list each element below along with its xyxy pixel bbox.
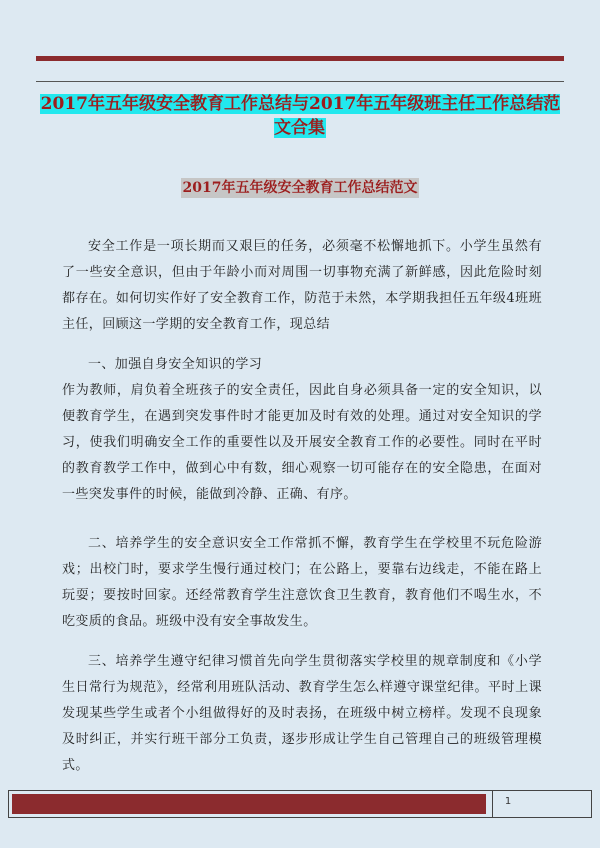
paragraph-1: 作为教师，肩负着全班孩子的安全责任，因此自身必须具备一定的安全知识，以便教育学生，在遇到突发事件时才能更加及时有效的处理。通过对安全知识的学习，使我们明确安全工作的重要性以及开展安全教育工作的必要性。同时在平时的教育教学工作中，做到心中有数，细心观察一切可能存在的安全隐患，在面对一些突发事件的时候，能做到冷静、正确、有序。: [62, 383, 542, 502]
section-heading-1: 一、加强自身安全知识的学习: [88, 357, 263, 372]
footer-bar: [12, 794, 486, 814]
page-number: 1: [504, 796, 512, 807]
paragraph-3: 三、培养学生遵守纪律习惯首先向学生贯彻落实学校里的规章制度和《小学生日常行为规范》，经常利用班队活动、教育学生怎么样遵守课堂纪律。平时上课发现某些学生或者个小组做得好的及时表扬，在班级中树立榜样。发现不良现象及时纠正，并实行班干部分工负责，逐步形成让学生自己管理自己的班级管理模式。: [62, 654, 542, 773]
page-footer: [8, 790, 592, 818]
section-subtitle: 2017年五年级安全教育工作总结范文: [182, 180, 418, 196]
document-title: 2017年五年级安全教育工作总结与2017年五年级班主任工作总结范文合集: [40, 94, 561, 138]
title-block: [36, 92, 564, 140]
paragraph-intro: 安全工作是一项长期而又艰巨的任务，必须毫不松懈地抓下。小学生虽然有了一些安全意识，但由于年龄小而对周围一切事物充满了新鲜感，因此危险时刻都存在。如何切实作好了安全教育工作，防范于未然，本学期我担任五年级4班班主任，回顾这一学期的安全教育工作，现总结: [62, 239, 542, 332]
paragraph-2: 二、培养学生的安全意识安全工作常抓不懈，教育学生在学校里不玩危险游戏；出校门时，要求学生慢行通过校门；在公路上，要靠右边线走，不能在路上玩耍；要按时回家。还经常教育学生注意饮食卫生教育，教育他们不喝生水，不吃变质的食品。班级中没有安全事故发生。: [62, 536, 542, 629]
subtitle-block: [36, 177, 564, 198]
header-rule-thin: [36, 81, 564, 82]
header-rule-thick: [36, 56, 564, 61]
